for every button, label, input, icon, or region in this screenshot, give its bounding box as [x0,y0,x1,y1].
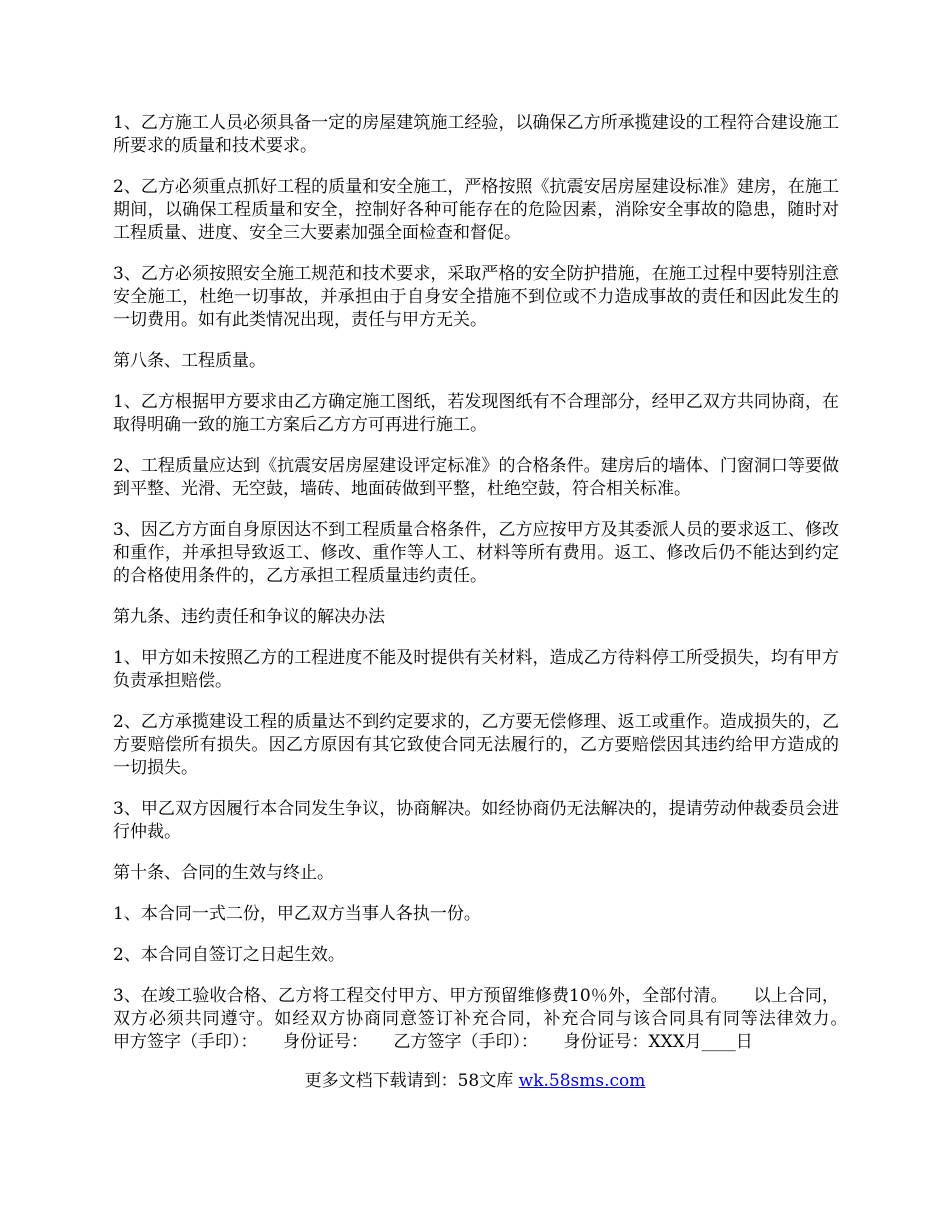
paragraph-7: 3、因乙方方面自身原因达不到工程质量合格条件，乙方应按甲方及其委派人员的要求返工、修改和重作，并承担导致返工、修改、重作等人工、材料等所有费用。返工、修改后仍不能达到约定的合格使用条件的，乙方承担工程质量违约责任。 [113,520,839,586]
document-body [113,112,873,1072]
paragraph-10: 2、乙方承揽建设工程的质量达不到约定要求的，乙方要无偿修理、返工或重作。造成损失的，乙方要赔偿所有损失。因乙方原因有其它致使合同无法履行的，乙方要赔偿因其违约给甲方造成的一切损失。 [113,712,839,778]
paragraph-13: 1、本合同一式二份，甲乙双方当事人各执一份。 [113,904,481,924]
section-heading-9: 第九条、违约责任和争议的解决办法 [113,607,385,627]
section-heading-10: 第十条、合同的生效与终止。 [113,863,334,883]
page-footer [0,1070,950,1093]
paragraph-1: 1、乙方施工人员必须具备一定的房屋建筑施工经验，以确保乙方所承揽建设的工程符合建设施工所要求的质量和技术要求。 [113,113,839,156]
paragraph-6: 2、工程质量应达到《抗震安居房屋建设评定标准》的合格条件。建房后的墙体、门窗洞口等要做到平整、光滑、无空鼓，墙砖、地面砖做到平整，杜绝空鼓，符合相关标准。 [113,456,839,499]
paragraph-5: 1、乙方根据甲方要求由乙方确定施工图纸，若发现图纸有不合理部分，经甲乙双方共同协商，在取得明确一致的施工方案后乙方方可再进行施工。 [113,392,839,435]
footer-text: 更多文档下载请到：58文库 [304,1071,519,1091]
paragraph-3: 3、乙方必须按照安全施工规范和技术要求，采取严格的安全防护措施，在施工过程中要特别注意安全施工，杜绝一切事故，并承担由于自身安全措施不到位或不力造成事故的责任和因此发生的一切费用。如有此类情况出现，责任与甲方无关。 [113,264,839,330]
paragraph-11: 3、甲乙双方因履行本合同发生争议，协商解决。如经协商仍无法解决的，提请劳动仲裁委员会进行仲裁。 [113,799,839,842]
paragraph-2: 2、乙方必须重点抓好工程的质量和安全施工，严格按照《抗震安居房屋建设标准》建房，在施工期间，以确保工程质量和安全，控制好各种可能存在的危险因素，消除安全事故的隐患，随时对工程质量、进度、安全三大要素加强全面检查和督促。 [113,177,839,243]
section-heading-8: 第八条、工程质量。 [113,351,266,371]
paragraph-15: 3、在竣工验收合格、乙方将工程交付甲方、甲方预留维修费10％外，全部付清。 以上合同，双方必须共同遵守。如经双方协商同意签订补充合同，补充合同与该合同具有同等法律效力。 甲方签字（手印）： 身份证号： 乙方签字（手印）： 身份证号：XXX月____日 [113,986,873,1052]
paragraph-14: 2、本合同自签订之日起生效。 [113,945,345,965]
paragraph-9: 1、甲方如未按照乙方的工程进度不能及时提供有关材料，造成乙方待料停工所受损失，均有甲方负责承担赔偿。 [113,648,839,691]
footer-link[interactable]: wk.58sms.com [518,1071,646,1091]
